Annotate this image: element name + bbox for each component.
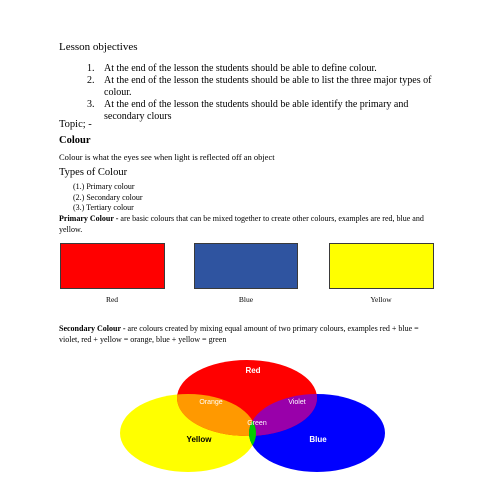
- topic-heading: Colour: [59, 135, 91, 146]
- colour-definition: Colour is what the eyes see when light is reflected off an object: [59, 152, 275, 162]
- topic-label: Topic; -: [59, 119, 92, 130]
- venn-violet-label: Violet: [288, 399, 306, 406]
- secondary-term: Secondary Colour -: [59, 324, 126, 333]
- red-swatch-label: Red: [105, 295, 119, 304]
- blue-swatch-label: Blue: [238, 295, 254, 304]
- type-item: (1.) Primary colour: [73, 182, 135, 191]
- type-item: (3.) Tertiary colour: [73, 203, 134, 212]
- venn-blue-label: Blue: [309, 435, 327, 444]
- secondary-description: are colours created by mixing equal amount of two primary colours, examples red + blue = violet, red + yellow = orange, blue + yellow = green: [59, 324, 419, 344]
- types-title: Types of Colour: [59, 167, 128, 178]
- objective-item: 1. At the end of the lesson the students should be able to define colour.: [87, 63, 377, 74]
- objective-item: 3. At the end of the lesson the students should be able identify the primary and secondary clours: [87, 99, 409, 122]
- venn-red-label: Red: [245, 366, 261, 375]
- primary-term: Primary Colour -: [59, 214, 119, 223]
- venn-green-label: Green: [247, 420, 267, 427]
- objectives-title: Lesson objectives: [59, 41, 138, 53]
- type-item: (2.) Secondary colour: [73, 192, 143, 202]
- yellow-swatch-label: Yellow: [370, 295, 392, 304]
- objective-item: 2. At the end of the lesson the students should be able to list the three major types of colour.: [87, 75, 432, 98]
- primary-description: are basic colours that can be mixed together to create other colours, examples are red, blue and yellow.: [59, 214, 424, 234]
- venn-orange-label: Orange: [199, 399, 223, 406]
- venn-yellow-label: Yellow: [186, 435, 212, 444]
